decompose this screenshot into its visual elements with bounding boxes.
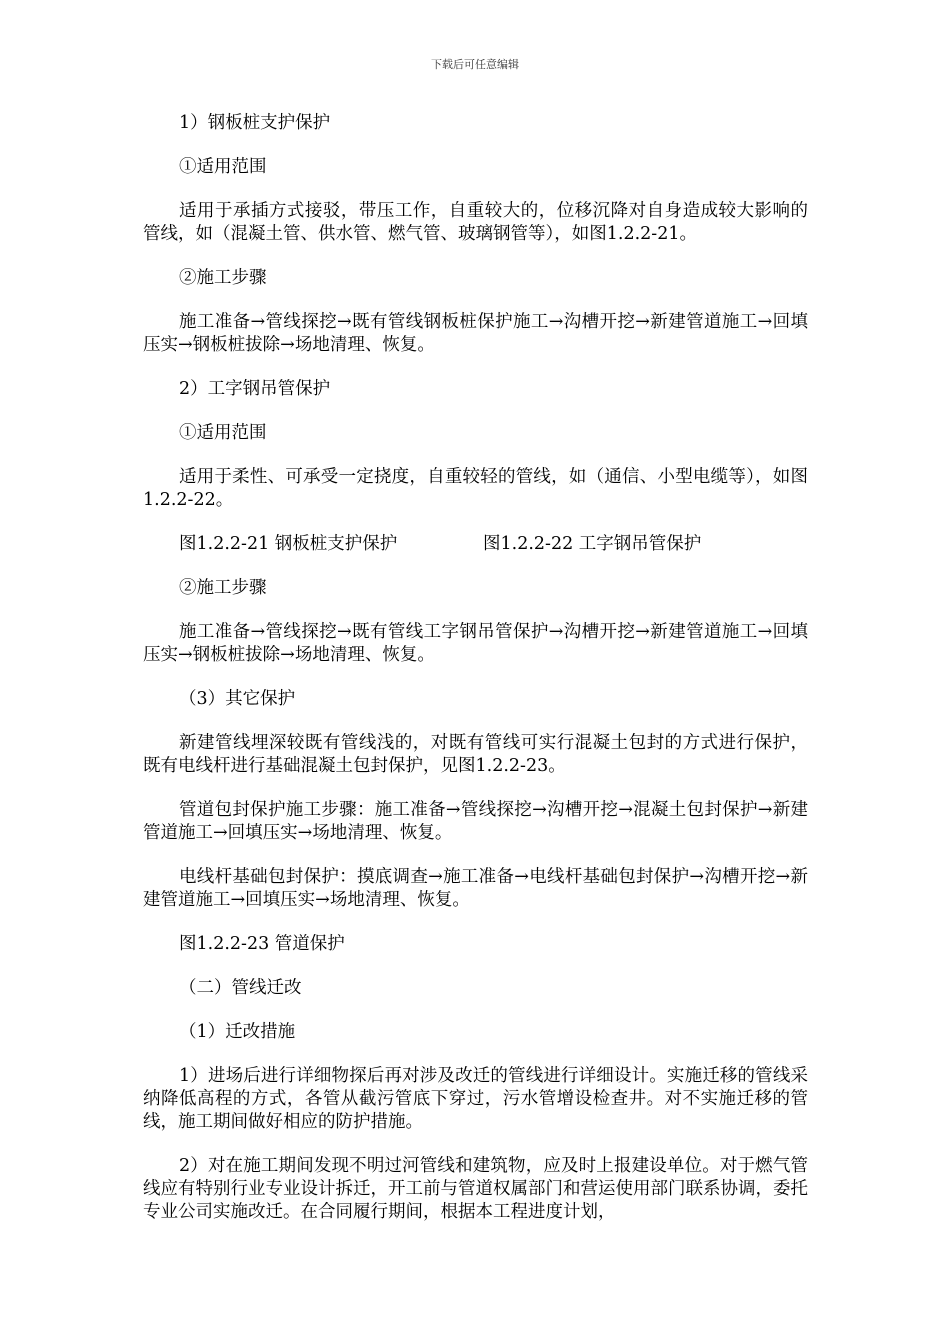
body-paragraph: 施工准备→管线探挖→既有管线工字钢吊管保护→沟槽开挖→新建管道施工→回填压实→钢板桩拔除→场地清理、恢复。 [143, 622, 808, 665]
body-paragraph: 管道包封保护施工步骤：施工准备→管线探挖→沟槽开挖→混凝土包封保护→新建管道施工→回填压实→场地清理、恢复。 [143, 800, 808, 843]
document-body [143, 112, 808, 1245]
figure-caption-row [143, 533, 808, 556]
subsection-heading: （1）迁改措施 [179, 1022, 296, 1042]
body-paragraph: 适用于承插方式接驳，带压工作，自重较大的，位移沉降对自身造成较大影响的管线，如（混凝土管、供水管、燃气管、玻璃钢管等），如图1.2.2-21。 [143, 201, 808, 244]
section-heading: 1）钢板桩支护保护 [179, 113, 331, 133]
subsection-heading: ①适用范围 [179, 423, 267, 443]
figure-caption: 图1.2.2-23 管道保护 [179, 934, 345, 954]
figure-caption-right: 图1.2.2-22 工字钢吊管保护 [483, 534, 702, 554]
subsection-heading: ②施工步骤 [179, 268, 267, 288]
subsection-heading: ①适用范围 [179, 157, 267, 177]
section-heading: （二）管线迁改 [179, 978, 302, 998]
body-paragraph: 2）对在施工期间发现不明过河管线和建筑物，应及时上报建设单位。对于燃气管线应有特别行业专业设计拆迁，开工前与管道权属部门和营运使用部门联系协调，委托专业公司实施改迁。在合同履行期间，根据本工程进度计划， [143, 1156, 808, 1222]
body-paragraph: 施工准备→管线探挖→既有管线钢板桩保护施工→沟槽开挖→新建管道施工→回填压实→钢板桩拔除→场地清理、恢复。 [143, 312, 808, 355]
section-heading: （3）其它保护 [179, 689, 296, 709]
subsection-heading: ②施工步骤 [179, 578, 267, 598]
body-paragraph: 电线杆基础包封保护：摸底调查→施工准备→电线杆基础包封保护→沟槽开挖→新建管道施工→回填压实→场地清理、恢复。 [143, 867, 808, 910]
body-paragraph: 1）进场后进行详细物探后再对涉及改迁的管线进行详细设计。实施迁移的管线采纳降低高程的方式，各管从截污管底下穿过，污水管增设检查井。对不实施迁移的管线，施工期间做好相应的防护措施。 [143, 1066, 808, 1132]
body-paragraph: 适用于柔性、可承受一定挠度，自重较轻的管线，如（通信、小型电缆等），如图1.2.2-22。 [143, 467, 808, 510]
body-paragraph: 新建管线埋深较既有管线浅的，对既有管线可实行混凝土包封的方式进行保护，既有电线杆进行基础混凝土包封保护，见图1.2.2-23。 [143, 733, 808, 776]
section-heading: 2）工字钢吊管保护 [179, 379, 331, 399]
figure-caption-left: 图1.2.2-21 钢板桩支护保护 [179, 534, 398, 554]
page-header: 下载后可任意编辑 [431, 58, 519, 71]
